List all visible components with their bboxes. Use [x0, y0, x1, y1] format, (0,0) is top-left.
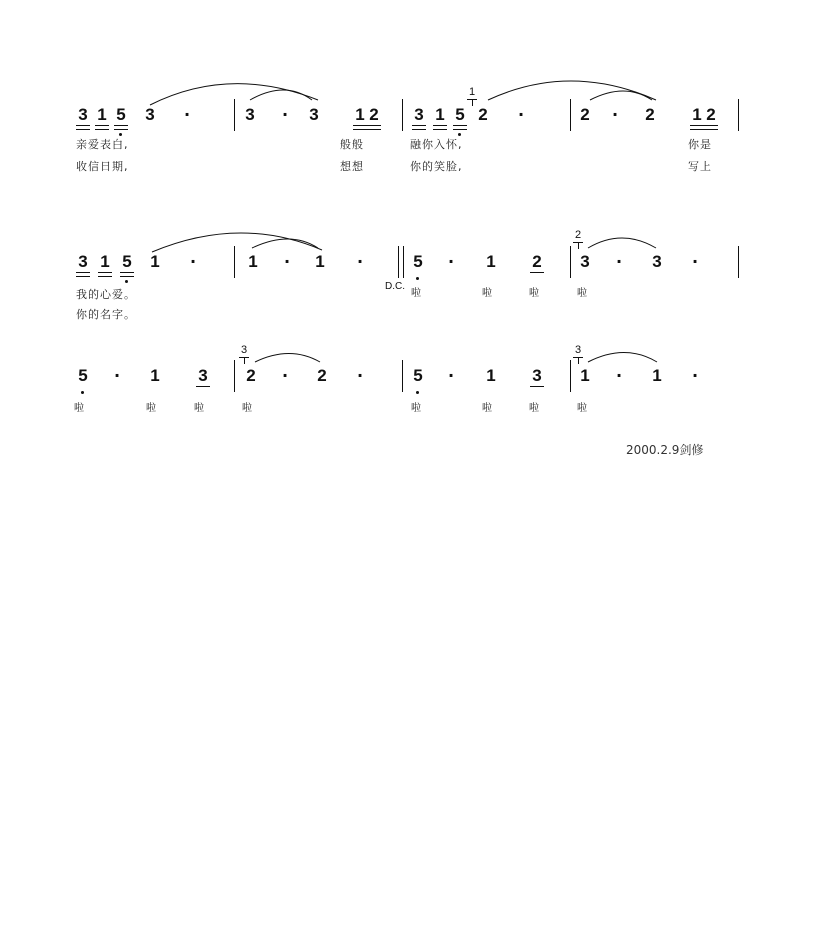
note: 3 [145, 105, 155, 124]
note: 1 [315, 252, 325, 271]
dot-extension: · [356, 366, 364, 385]
barline [738, 246, 739, 278]
barline [234, 246, 235, 278]
note: 1 [652, 366, 662, 385]
lyric: 我的心爱。 [76, 288, 136, 301]
score-row-2 [0, 252, 813, 278]
lyric: 你的名字。 [76, 308, 136, 321]
barline [402, 99, 403, 131]
dot-extension: · [113, 366, 121, 385]
note: 1 [150, 252, 160, 271]
volta-mark: 3 [238, 345, 250, 364]
lyric: 你是 [688, 138, 712, 151]
volta-mark: 2 [572, 230, 584, 249]
dot-extension: · [517, 105, 525, 124]
note: 3 [76, 105, 90, 126]
note: 3 [196, 366, 210, 387]
barline [234, 360, 235, 392]
la-syllable: 啦 [242, 403, 252, 414]
barline [570, 360, 571, 392]
barline [738, 99, 739, 131]
note: 3 [652, 252, 662, 271]
double-barline [398, 246, 404, 278]
note: 3 [530, 366, 544, 387]
note: 1 [580, 366, 590, 385]
slur-arc [250, 90, 312, 100]
note: 2 [317, 366, 327, 385]
la-syllable: 啦 [194, 403, 204, 414]
barline [234, 99, 235, 131]
dot-extension: · [691, 252, 699, 271]
lyric: 融你入怀, [410, 138, 463, 151]
slur-arc [588, 353, 657, 363]
lyric: 想想 [340, 160, 364, 173]
slur-arc [588, 238, 656, 248]
note: 2 [580, 105, 590, 124]
note: 1 [486, 252, 496, 271]
la-syllable: 啦 [577, 403, 587, 414]
volta-mark: 3 [572, 345, 584, 364]
note: 5 [453, 105, 467, 126]
barline [402, 360, 403, 392]
la-syllable: 啦 [74, 403, 84, 414]
lyric: 般般 [340, 138, 364, 151]
note: 1 [95, 105, 109, 126]
la-syllable: 啦 [146, 403, 156, 414]
dot-extension: · [611, 105, 619, 124]
note: 1 [486, 366, 496, 385]
note: 1 [150, 366, 160, 385]
note: 2 [645, 105, 655, 124]
la-syllable: 啦 [482, 403, 492, 414]
note: 2 [246, 366, 256, 385]
note: 2 [704, 105, 718, 126]
dot-extension: · [615, 252, 623, 271]
slur-arc [488, 81, 656, 100]
dot-extension: · [615, 366, 623, 385]
note: 5 [114, 105, 128, 126]
note: 5 [411, 252, 425, 272]
la-syllable: 啦 [577, 288, 587, 299]
dot-extension: · [189, 252, 197, 271]
lyric: 亲爱表白, [76, 138, 129, 151]
note: 3 [412, 105, 426, 126]
date-signature: 2000.2.9剑修 [626, 443, 704, 457]
note: 3 [580, 252, 590, 271]
note: 3 [309, 105, 319, 124]
note: 3 [76, 252, 90, 273]
dc-marking: D.C. [385, 281, 405, 292]
note: 5 [76, 366, 90, 386]
la-syllable: 啦 [529, 288, 539, 299]
score-row-3 [0, 366, 813, 392]
note: 2 [530, 252, 544, 273]
slur-arc [252, 239, 318, 248]
dot-extension: · [281, 105, 289, 124]
la-syllable: 啦 [529, 403, 539, 414]
volta-mark: 1 [466, 87, 478, 106]
la-syllable: 啦 [482, 288, 492, 299]
note: 1 [98, 252, 112, 273]
note: 5 [411, 366, 425, 386]
lyric: 你的笑脸, [410, 160, 463, 173]
slur-arc [255, 354, 320, 363]
lyric: 写上 [688, 160, 712, 173]
note: 5 [120, 252, 134, 273]
dot-extension: · [183, 105, 191, 124]
barline [570, 99, 571, 131]
score-row-1 [0, 105, 813, 131]
note: 1 [433, 105, 447, 126]
note: 1 [353, 105, 367, 126]
slur-arc [152, 233, 322, 252]
barline [570, 246, 571, 278]
note: 1 [248, 252, 258, 271]
lyric: 收信日期, [76, 160, 129, 173]
note: 2 [367, 105, 381, 126]
dot-extension: · [356, 252, 364, 271]
dot-extension: · [447, 366, 455, 385]
la-syllable: 啦 [411, 403, 421, 414]
dot-extension: · [281, 366, 289, 385]
note: 2 [478, 105, 488, 124]
slur-arc [590, 91, 652, 100]
la-syllable: 啦 [411, 288, 421, 299]
note: 3 [245, 105, 255, 124]
dot-extension: · [691, 366, 699, 385]
dot-extension: · [283, 252, 291, 271]
note: 1 [690, 105, 704, 126]
dot-extension: · [447, 252, 455, 271]
